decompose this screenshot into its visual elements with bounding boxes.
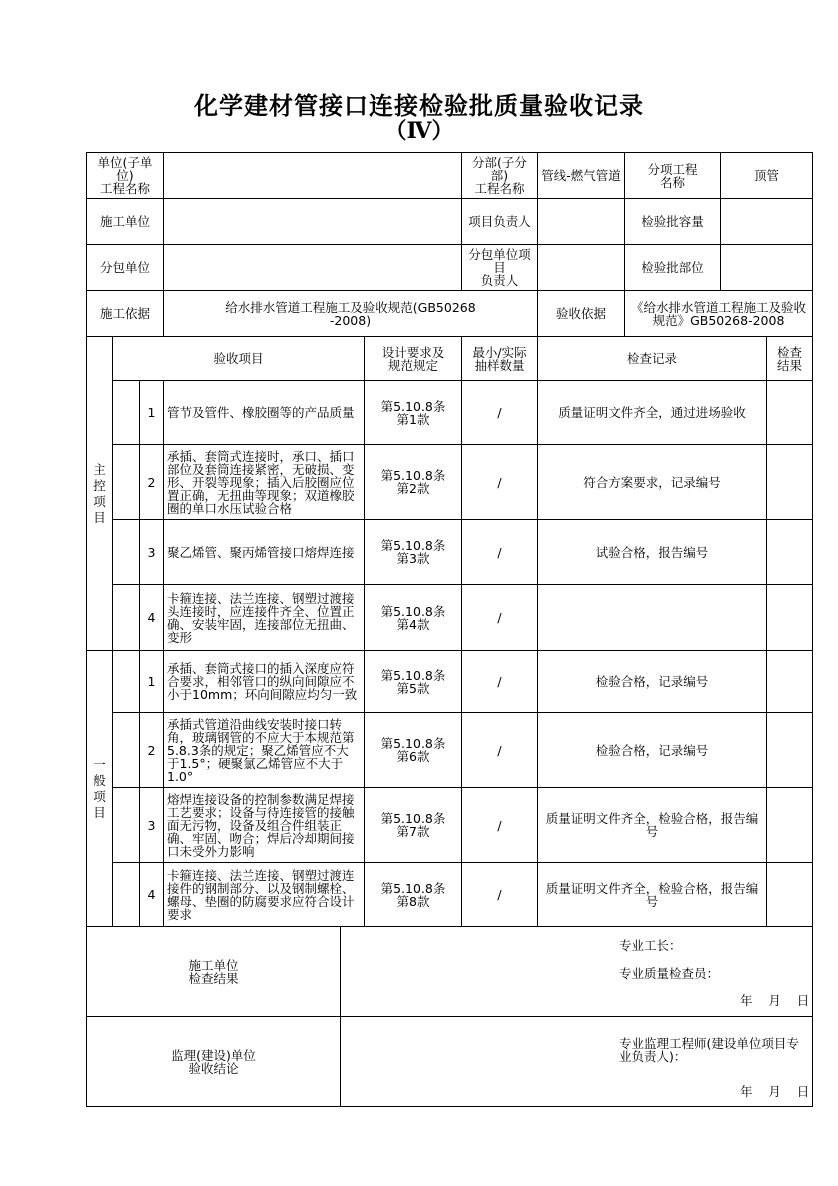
row-sample[interactable]: / xyxy=(462,863,538,927)
row-clause: 第5.10.8条 第6款 xyxy=(365,713,462,788)
foreman-label: 专业工长： xyxy=(619,938,682,953)
construction-check-signature-area[interactable] xyxy=(341,927,813,1017)
row-sample[interactable]: / xyxy=(462,445,538,520)
unit-project-name-label: 单位(子单位) 工程名称 xyxy=(87,153,164,199)
acceptance-basis-value: 《给水排水管道工程施工及验收 规范》GB50268-2008 xyxy=(625,291,813,337)
row-result[interactable] xyxy=(767,788,813,863)
row-result[interactable] xyxy=(767,651,813,713)
division-label: 分部(子分部) 工程名称 xyxy=(462,153,538,199)
general-label: 一般项目 xyxy=(87,651,113,927)
col-design-header: 设计要求及 规范规定 xyxy=(365,337,462,381)
row-clause: 第5.10.8条 第3款 xyxy=(365,520,462,585)
subcontract-manager-label: 分包单位项目 负责人 xyxy=(462,245,538,291)
row-sample[interactable]: / xyxy=(462,585,538,651)
row-spacer xyxy=(113,445,140,520)
inspection-form xyxy=(86,152,813,1107)
row-description: 管节及管件、橡胶圈等的产品质量 xyxy=(164,381,365,445)
construction-basis-value: 给水排水管道工程施工及验收规范(GB50268 -2008) xyxy=(164,291,538,337)
row-spacer xyxy=(113,520,140,585)
row-number: 2 xyxy=(140,445,164,520)
construction-unit-field[interactable] xyxy=(164,199,462,245)
row-sample[interactable]: / xyxy=(462,381,538,445)
row-result[interactable] xyxy=(767,585,813,651)
construction-check-date: 年 月 日 xyxy=(740,993,810,1008)
subitem-field[interactable]: 顶管 xyxy=(721,153,813,199)
row-spacer xyxy=(113,651,140,713)
page-title: 化学建材管接口连接检验批质量验收记录 xyxy=(194,91,644,120)
row-sample[interactable]: / xyxy=(462,520,538,585)
main-control-label: 主控项目 xyxy=(87,337,113,651)
construction-basis-label: 施工依据 xyxy=(87,291,164,337)
row-record[interactable]: 质量证明文件齐全，检验合格，报告编号 xyxy=(538,788,767,863)
supervision-date: 年 月 日 xyxy=(740,1084,810,1099)
row-record[interactable]: 检验合格，记录编号 xyxy=(538,713,767,788)
row-record[interactable]: 质量证明文件齐全，检验合格，报告编号 xyxy=(538,863,767,927)
row-result[interactable] xyxy=(767,863,813,927)
batch-capacity-label: 检验批容量 xyxy=(625,199,721,245)
supervision-label: 监理(建设)单位 验收结论 xyxy=(87,1017,341,1107)
subcontract-unit-label: 分包单位 xyxy=(87,245,164,291)
row-spacer xyxy=(113,585,140,651)
row-description: 承插、套筒式接口的插入深度应符合要求，相邻管口的纵向间隙应不小于10mm；环向间隙应均匀一致 xyxy=(164,651,365,713)
row-sample[interactable]: / xyxy=(462,788,538,863)
row-spacer xyxy=(113,788,140,863)
row-number: 1 xyxy=(140,651,164,713)
acceptance-basis-label: 验收依据 xyxy=(538,291,625,337)
project-manager-label: 项目负责人 xyxy=(462,199,538,245)
row-number: 1 xyxy=(140,381,164,445)
table-row xyxy=(87,445,813,520)
row-number: 3 xyxy=(140,520,164,585)
col-record-header: 检查记录 xyxy=(538,337,767,381)
table-row xyxy=(87,788,813,863)
table-row xyxy=(87,713,813,788)
row-description: 卡箍连接、法兰连接、钢塑过渡接头连接时，应连接件齐全、位置正确、安装牢固，连接部位无扭曲、变形 xyxy=(164,585,365,651)
row-record[interactable]: 检验合格，记录编号 xyxy=(538,651,767,713)
supervision-signature-area[interactable] xyxy=(341,1017,813,1107)
quality-inspector-label: 专业质量检查员： xyxy=(619,966,720,981)
row-clause: 第5.10.8条 第4款 xyxy=(365,585,462,651)
row-record[interactable] xyxy=(538,585,767,651)
col-result-header: 检查 结果 xyxy=(767,337,813,381)
subcontract-unit-field[interactable] xyxy=(164,245,462,291)
batch-location-label: 检验批部位 xyxy=(625,245,721,291)
row-description: 聚乙烯管、聚丙烯管接口熔焊连接 xyxy=(164,520,365,585)
row-description: 熔焊连接设备的控制参数满足焊接工艺要求；设备与待连接管的接触面无污物，设备及组合件组装正确、牢固、吻合；焊后冷却期间接口未受外力影响 xyxy=(164,788,365,863)
row-spacer xyxy=(113,713,140,788)
row-description: 承插式管道沿曲线安装时接口转角，玻璃钢管的不应大于本规范第5.8.3条的规定；聚乙烯管应不大于1.5°；硬聚氯乙烯管应不大于1.0° xyxy=(164,713,365,788)
batch-capacity-field[interactable] xyxy=(721,199,813,245)
table-row xyxy=(87,651,813,713)
row-clause: 第5.10.8条 第2款 xyxy=(365,445,462,520)
table-row xyxy=(87,585,813,651)
row-clause: 第5.10.8条 第7款 xyxy=(365,788,462,863)
row-record[interactable]: 质量证明文件齐全，通过进场验收 xyxy=(538,381,767,445)
row-description: 卡箍连接、法兰连接、钢塑过渡连接件的钢制部分、以及钢制螺栓、螺母、垫圈的防腐要求应符合设计要求 xyxy=(164,863,365,927)
row-result[interactable] xyxy=(767,713,813,788)
row-clause: 第5.10.8条 第1款 xyxy=(365,381,462,445)
construction-unit-label: 施工单位 xyxy=(87,199,164,245)
row-record[interactable]: 符合方案要求，记录编号 xyxy=(538,445,767,520)
row-sample[interactable]: / xyxy=(462,651,538,713)
page-subtitle: （Ⅳ） xyxy=(384,118,454,144)
division-field[interactable]: 管线-燃气管道 xyxy=(538,153,625,199)
row-number: 4 xyxy=(140,863,164,927)
row-clause: 第5.10.8条 第5款 xyxy=(365,651,462,713)
table-row xyxy=(87,381,813,445)
table-row xyxy=(87,863,813,927)
row-number: 2 xyxy=(140,713,164,788)
row-result[interactable] xyxy=(767,520,813,585)
row-record[interactable]: 试验合格，报告编号 xyxy=(538,520,767,585)
row-result[interactable] xyxy=(767,445,813,520)
table-row xyxy=(87,520,813,585)
unit-project-name-field[interactable] xyxy=(164,153,462,199)
project-manager-field[interactable] xyxy=(538,199,625,245)
row-description: 承插、套筒式连接时，承口、插口部位及套筒连接紧密，无破损、变形、开裂等现象；插入后胶圈应位置正确，无扭曲等现象；双道橡胶圈的单口水压试验合格 xyxy=(164,445,365,520)
supervising-engineer-label: 专业监理工程师(建设单位项目专 业负责人)： xyxy=(619,1036,799,1064)
row-clause: 第5.10.8条 第8款 xyxy=(365,863,462,927)
col-sampling-header: 最小/实际 抽样数量 xyxy=(462,337,538,381)
subitem-label: 分项工程 名称 xyxy=(625,153,721,199)
row-result[interactable] xyxy=(767,381,813,445)
row-spacer xyxy=(113,381,140,445)
row-sample[interactable]: / xyxy=(462,713,538,788)
row-spacer xyxy=(113,863,140,927)
row-number: 3 xyxy=(140,788,164,863)
col-item-header: 验收项目 xyxy=(113,337,365,381)
construction-check-label: 施工单位 检查结果 xyxy=(87,927,341,1017)
subcontract-manager-field[interactable] xyxy=(538,245,625,291)
row-number: 4 xyxy=(140,585,164,651)
batch-location-field[interactable] xyxy=(721,245,813,291)
